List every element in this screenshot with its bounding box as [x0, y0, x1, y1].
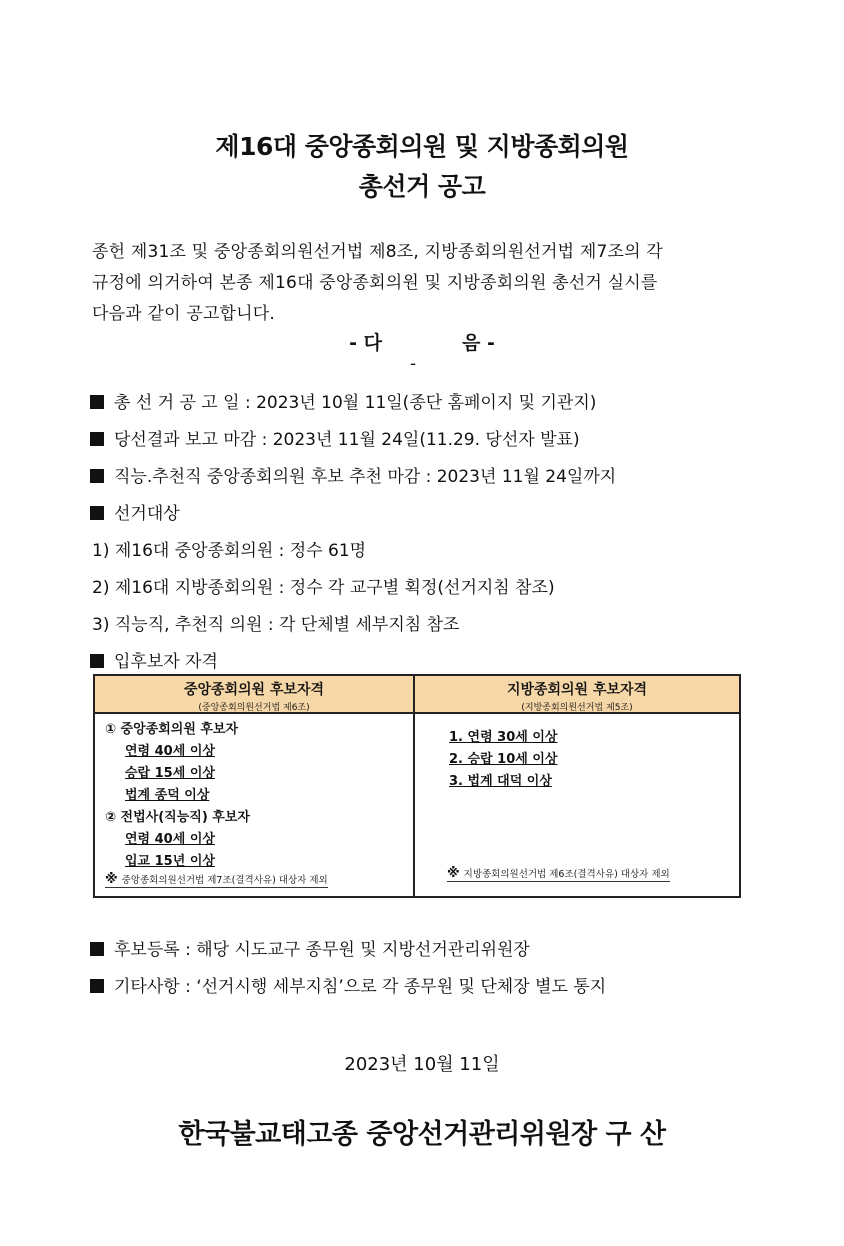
report-deadline-line: [90, 425, 580, 450]
regional-item: 2. 승랍 10세 이상: [449, 752, 558, 767]
notice-date-line: [90, 388, 596, 413]
qualification-label: 입후보자 자격: [114, 652, 218, 672]
central-header-cell: [95, 676, 415, 712]
central-group1-item: 승랍 15세 이상: [125, 766, 215, 781]
nomination-deadline-text: 직능.추천직 중앙종회의원 후보 추천 마감 : 2023년 11월 24일까지: [114, 467, 617, 487]
intro-line: 다음과 같이 공고합니다.: [92, 304, 276, 324]
central-group2-item: 연령 40세 이상: [125, 832, 215, 847]
regional-note: [447, 866, 670, 882]
central-group1-item: 연령 40세 이상: [125, 744, 215, 759]
intro-paragraph: [92, 237, 752, 330]
notice-date-text: 총 선 거 공 고 일 : 2023년 10월 11일(종단 홈페이지 및 기관지): [114, 393, 597, 413]
next-heading-left: - 다: [349, 332, 382, 354]
central-note: [105, 872, 328, 888]
intro-line: 규정에 의거하여 본종 제16대 중앙종회의원 및 지방종회의원 총선거 실시를: [92, 273, 658, 293]
central-group2-title: ② 전법사(직능직) 후보자: [105, 810, 250, 825]
next-heading: [0, 328, 844, 355]
qualification-table-header: [95, 676, 739, 714]
target-item: 1) 제16대 중앙종회의원 : 정수 61명: [92, 541, 367, 561]
column-divider: [413, 714, 415, 896]
intro-line: 종헌 제31조 및 중앙종회의원선거법 제8조, 지방종회의원선거법 제7조의 각: [92, 242, 663, 262]
qualification-label-line: [90, 647, 218, 672]
targets-label-line: [90, 499, 180, 524]
square-bullet-icon: [90, 506, 104, 520]
central-group2-item: 입교 15년 이상: [125, 854, 215, 869]
square-bullet-icon: [90, 942, 104, 956]
central-note-text: 중앙종회의원선거법 제7조(결격사유) 대상자 제외: [121, 875, 328, 886]
regional-header: 지방종회의원 후보자격: [506, 682, 648, 698]
square-bullet-icon: [90, 432, 104, 446]
page-title: 제16대 중앙종회의원 및 지방종회의원: [215, 132, 629, 161]
square-bullet-icon: [90, 395, 104, 409]
central-group1-title: ① 중앙종회의원 후보자: [105, 722, 239, 737]
registration-line: [90, 935, 530, 960]
target-item: 3) 직능직, 추천직 의원 : 각 단체별 세부지침 참조: [92, 615, 460, 635]
next-heading-right: 음 -: [462, 332, 495, 354]
target-item: 2) 제16대 지방종회의원 : 정수 각 교구별 획정(선거지침 참조): [92, 578, 555, 598]
qualification-table: [93, 674, 741, 898]
others-text: 기타사항 : ‘선거시행 세부지침’으로 각 종무원 및 단체장 별도 통지: [114, 977, 607, 997]
signature-line: 한국불교태고종 중앙선거관리위원장 구 산: [178, 1119, 666, 1150]
qualification-table-body: [95, 714, 739, 896]
regional-header-cell: [415, 676, 739, 712]
reference-mark-icon: ※: [447, 866, 460, 881]
regional-item: 1. 연령 30세 이상: [449, 730, 558, 745]
regional-note-text: 지방종회의원선거법 제6조(결격사유) 대상자 제외: [463, 869, 670, 880]
regional-subheader: (지방종회의원선거법 제5조): [521, 703, 633, 713]
central-subheader: (중앙종회의원선거법 제6조): [198, 703, 310, 713]
report-deadline-text: 당선결과 보고 마감 : 2023년 11월 24일(11.29. 당선자 발표): [114, 430, 580, 450]
central-group1-item: 법계 종덕 이상: [125, 788, 210, 803]
others-line: [90, 972, 606, 997]
nomination-deadline-line: [90, 462, 616, 487]
heading-dash: -: [410, 354, 417, 374]
square-bullet-icon: [90, 979, 104, 993]
square-bullet-icon: [90, 469, 104, 483]
page-subtitle: 총선거 공고: [358, 172, 486, 201]
central-header: 중앙종회의원 후보자격: [183, 682, 325, 698]
registration-text: 후보등록 : 해당 시도교구 종무원 및 지방선거관리위원장: [114, 940, 530, 960]
targets-label: 선거대상: [114, 504, 180, 524]
regional-item: 3. 법계 대덕 이상: [449, 774, 552, 789]
announcement-date: 2023년 10월 11일: [344, 1054, 500, 1075]
reference-mark-icon: ※: [105, 872, 118, 887]
square-bullet-icon: [90, 654, 104, 668]
